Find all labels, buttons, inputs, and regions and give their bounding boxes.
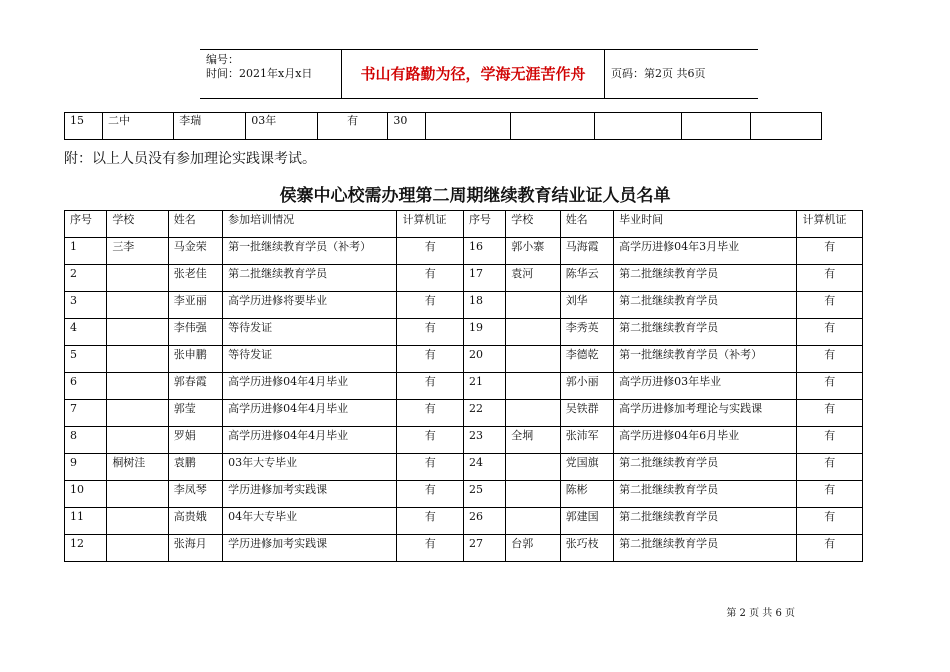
table-cell: 19 (463, 319, 505, 346)
table-cell: 第一批继续教育学员（补考） (223, 238, 397, 265)
table-cell: 桐树洼 (107, 454, 168, 481)
table-cell (107, 427, 168, 454)
table-cell: 有 (797, 481, 863, 508)
table-cell: 李瑞 (174, 113, 246, 140)
table-cell: 高学历进修04年4月毕业 (223, 400, 397, 427)
table-cell (107, 373, 168, 400)
table-cell: 03年大专毕业 (223, 454, 397, 481)
table-cell: 第二批继续教育学员 (614, 481, 797, 508)
number-label: 编号： (206, 53, 239, 66)
table-cell: 27 (463, 535, 505, 562)
table-cell: 高学历进修将要毕业 (223, 292, 397, 319)
table-cell: 22 (463, 400, 505, 427)
table-cell: 等待发证 (223, 346, 397, 373)
table-cell: 12 (65, 535, 107, 562)
column-header: 计算机证 (397, 211, 464, 238)
column-header: 姓名 (168, 211, 222, 238)
table-cell: 25 (463, 481, 505, 508)
table-cell: 4 (65, 319, 107, 346)
table-cell: 党国旗 (560, 454, 613, 481)
column-header: 参加培训情况 (223, 211, 397, 238)
table-cell: 高学历进修04年4月毕业 (223, 373, 397, 400)
table-cell: 04年大专毕业 (223, 508, 397, 535)
table-cell: 有 (397, 454, 464, 481)
table-row (65, 400, 863, 427)
table-row (65, 292, 863, 319)
table-cell: 有 (797, 454, 863, 481)
table-cell: 袁鹏 (168, 454, 222, 481)
table-cell (107, 481, 168, 508)
table-cell: 8 (65, 427, 107, 454)
table-cell: 李秀英 (560, 319, 613, 346)
column-header: 毕业时间 (614, 211, 797, 238)
table-cell: 第二批继续教育学员 (614, 535, 797, 562)
table-row (65, 319, 863, 346)
table-cell: 罗娟 (168, 427, 222, 454)
table-cell: 吴铁群 (560, 400, 613, 427)
table-cell: 二中 (103, 113, 174, 140)
continued-table-row (64, 112, 822, 140)
table-cell: 郭小寨 (506, 238, 560, 265)
table-cell (107, 265, 168, 292)
table-cell: 三李 (107, 238, 168, 265)
table-cell: 第二批继续教育学员 (614, 319, 797, 346)
table-cell: 张申鹏 (168, 346, 222, 373)
table-cell: 9 (65, 454, 107, 481)
table-row (65, 238, 863, 265)
page-header (200, 49, 758, 99)
table-cell: 陈华云 (560, 265, 613, 292)
table-cell: 高学历进修03年毕业 (614, 373, 797, 400)
table-cell: 第二批继续教育学员 (614, 508, 797, 535)
table-cell: 10 (65, 481, 107, 508)
table-cell: 袁河 (506, 265, 560, 292)
table-row (65, 508, 863, 535)
table-cell: 26 (463, 508, 505, 535)
table-cell: 有 (797, 400, 863, 427)
table-cell: 11 (65, 508, 107, 535)
table-cell (681, 113, 751, 140)
table-row (65, 427, 863, 454)
table-cell: 张海月 (168, 535, 222, 562)
table-cell (506, 508, 560, 535)
column-header: 学校 (107, 211, 168, 238)
table-header-row (65, 211, 863, 238)
table-cell (506, 319, 560, 346)
table-cell: 全垌 (506, 427, 560, 454)
table-cell: 有 (797, 427, 863, 454)
table-cell: 2 (65, 265, 107, 292)
table-cell: 高贵娥 (168, 508, 222, 535)
table-cell: 23 (463, 427, 505, 454)
table-cell: 等待发证 (223, 319, 397, 346)
table-cell: 高学历进修04年3月毕业 (614, 238, 797, 265)
table-cell: 有 (397, 400, 464, 427)
table-cell: 马金荣 (168, 238, 222, 265)
table-cell: 台郭 (506, 535, 560, 562)
table-cell: 学历进修加考实践课 (223, 535, 397, 562)
column-header: 序号 (463, 211, 505, 238)
table-cell: 第二批继续教育学员 (614, 265, 797, 292)
table-row (65, 265, 863, 292)
table-cell: 第二批继续教育学员 (223, 265, 397, 292)
page-title: 侯寨中心校需办理第二周期继续教育结业证人员名单 (279, 186, 671, 206)
table-cell: 18 (463, 292, 505, 319)
table-row (65, 454, 863, 481)
table-cell: 郭春霞 (168, 373, 222, 400)
table-cell: 郭建国 (560, 508, 613, 535)
table-cell (506, 373, 560, 400)
header-motto: 书山有路勤为径，学海无涯苦作舟 (342, 50, 605, 98)
table-cell: 刘华 (560, 292, 613, 319)
table-cell: 30 (388, 113, 426, 140)
table-cell (506, 346, 560, 373)
table-cell: 有 (797, 346, 863, 373)
column-header: 计算机证 (797, 211, 863, 238)
table-cell: 有 (797, 373, 863, 400)
table-cell: 3 (65, 292, 107, 319)
table-cell (506, 292, 560, 319)
table-row (65, 481, 863, 508)
table-cell: 20 (463, 346, 505, 373)
table-cell (107, 508, 168, 535)
table-row (65, 113, 822, 140)
table-cell: 郭小丽 (560, 373, 613, 400)
table-cell: 张沛军 (560, 427, 613, 454)
table-cell: 有 (797, 508, 863, 535)
table-cell: 陈彬 (560, 481, 613, 508)
table-cell: 有 (397, 535, 464, 562)
table-cell: 有 (317, 113, 387, 140)
table-cell (107, 292, 168, 319)
table-cell: 第二批继续教育学员 (614, 454, 797, 481)
table-cell: 有 (397, 319, 464, 346)
table-cell: 有 (397, 373, 464, 400)
table-cell: 高学历进修04年6月毕业 (614, 427, 797, 454)
table-cell: 学历进修加考实践课 (223, 481, 397, 508)
table-cell: 有 (797, 265, 863, 292)
note-text: 附：以上人员没有参加理论实践课考试。 (64, 151, 316, 167)
table-cell (107, 346, 168, 373)
table-cell (107, 400, 168, 427)
table-cell: 有 (397, 346, 464, 373)
table-cell: 李亚丽 (168, 292, 222, 319)
page-number-label: 页码：第2页 共6页 (611, 67, 706, 80)
table-cell: 第二批继续教育学员 (614, 292, 797, 319)
table-cell: 有 (397, 265, 464, 292)
column-header: 学校 (506, 211, 560, 238)
table-cell (506, 400, 560, 427)
table-cell: 张巧枝 (560, 535, 613, 562)
table-cell: 有 (797, 535, 863, 562)
table-cell (107, 319, 168, 346)
table-cell: 马海霞 (560, 238, 613, 265)
table-cell: 高学历进修04年4月毕业 (223, 427, 397, 454)
table-cell: 15 (65, 113, 103, 140)
table-cell: 郭莹 (168, 400, 222, 427)
table-cell: 有 (397, 481, 464, 508)
table-cell: 5 (65, 346, 107, 373)
table-cell (107, 535, 168, 562)
table-cell: 16 (463, 238, 505, 265)
column-header: 序号 (65, 211, 107, 238)
table-cell: 有 (397, 427, 464, 454)
table-cell (426, 113, 510, 140)
table-cell: 21 (463, 373, 505, 400)
table-cell: 有 (397, 292, 464, 319)
table-cell: 李德乾 (560, 346, 613, 373)
table-row (65, 373, 863, 400)
table-cell (594, 113, 681, 140)
table-cell: 有 (797, 238, 863, 265)
column-header: 姓名 (560, 211, 613, 238)
header-meta (200, 50, 342, 98)
table-cell: 24 (463, 454, 505, 481)
table-cell: 第一批继续教育学员（补考） (614, 346, 797, 373)
table-row (65, 346, 863, 373)
table-cell: 17 (463, 265, 505, 292)
table-cell: 李伟强 (168, 319, 222, 346)
table-cell: 有 (797, 319, 863, 346)
table-cell: 7 (65, 400, 107, 427)
table-cell: 6 (65, 373, 107, 400)
roster-table (64, 210, 863, 562)
table-cell: 张老佳 (168, 265, 222, 292)
table-cell: 李凤琴 (168, 481, 222, 508)
table-cell: 有 (397, 238, 464, 265)
table-cell (510, 113, 594, 140)
table-cell: 03年 (246, 113, 318, 140)
table-cell (506, 454, 560, 481)
table-cell: 有 (397, 508, 464, 535)
page-footer: 第 2 页 共 6 页 (726, 608, 795, 619)
table-cell: 高学历进修加考理论与实践课 (614, 400, 797, 427)
table-cell (751, 113, 822, 140)
table-cell: 1 (65, 238, 107, 265)
table-row (65, 535, 863, 562)
table-cell (506, 481, 560, 508)
time-label: 时间：2021年x月x日 (206, 67, 313, 80)
table-cell: 有 (797, 292, 863, 319)
